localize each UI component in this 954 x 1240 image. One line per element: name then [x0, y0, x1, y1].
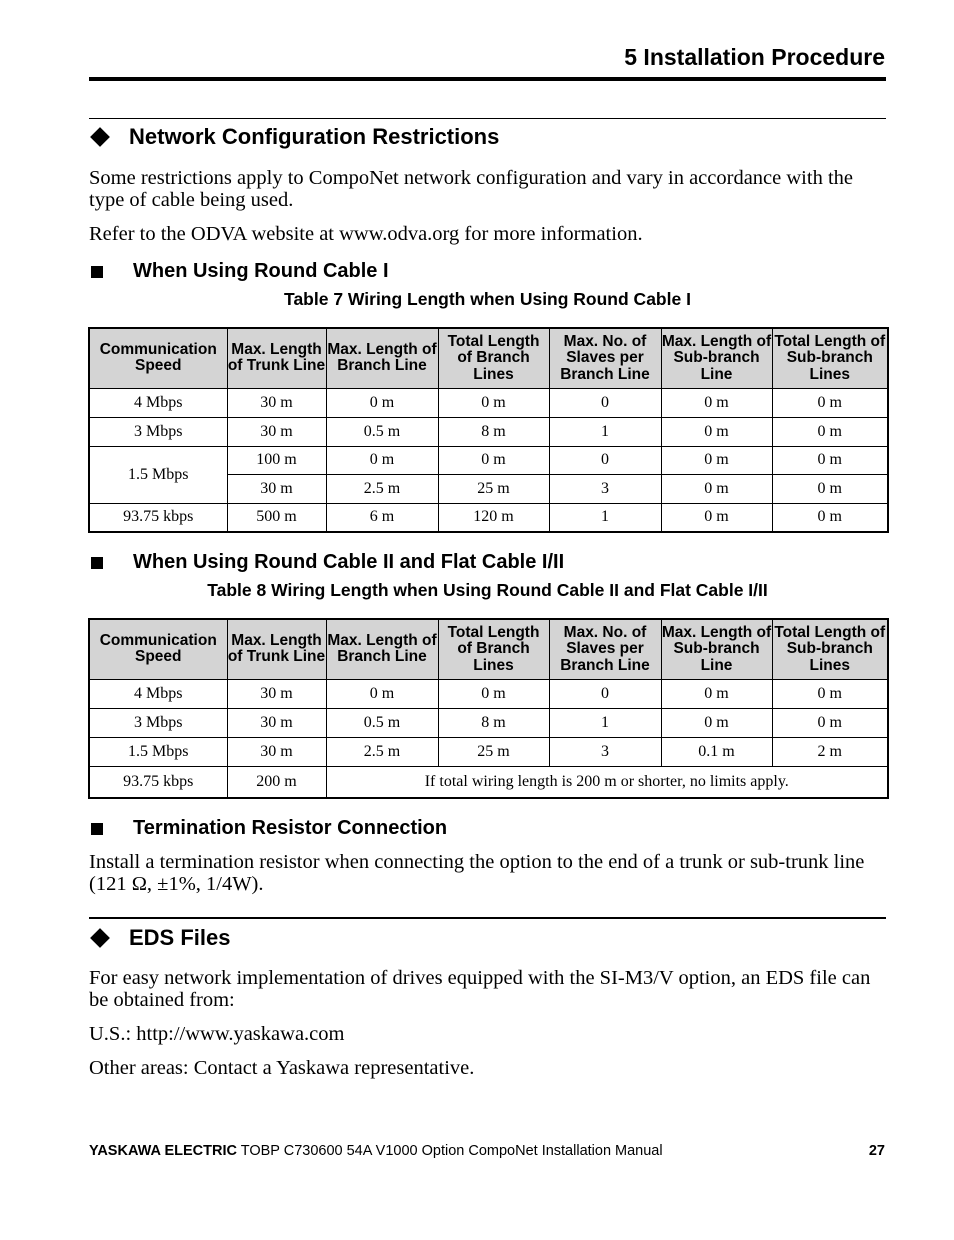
table-row [89, 708, 888, 737]
table-cell: 0 m [438, 679, 549, 708]
section-heading-network [89, 124, 499, 150]
footer-brand: YASKAWA ELECTRIC [89, 1143, 237, 1159]
table-cell: 0 m [772, 503, 888, 532]
table-cell: 500 m [227, 503, 326, 532]
paragraph: For easy network implementation of drives equipped with the SI-M3/V option, an EDS file can be obtained from: [89, 967, 871, 1011]
table-cell: 93.75 kbps [89, 503, 227, 532]
section-divider [89, 118, 886, 119]
table-cell: 0 m [661, 503, 772, 532]
table-cell: 2.5 m [326, 737, 438, 766]
table-row [89, 766, 888, 798]
table-cell: 3 Mbps [89, 417, 227, 446]
table-row [89, 417, 888, 446]
table-cell: 30 m [227, 417, 326, 446]
table-cell: 120 m [438, 503, 549, 532]
table-cell: 0 m [661, 679, 772, 708]
table-cell: 2 m [772, 737, 888, 766]
paragraph: Some restrictions apply to CompoNet network configuration and vary in accordance with the type of cable being used. [89, 167, 853, 211]
table-cell-merged: 1.5 Mbps [89, 446, 227, 503]
table-cell: 4 Mbps [89, 679, 227, 708]
table-caption: Table 7 Wiring Length when Using Round Cable I [284, 289, 691, 309]
table-cell: 200 m [227, 766, 326, 798]
table-cell: 0 m [772, 708, 888, 737]
section-heading-text: EDS Files [129, 925, 231, 950]
column-header: Max. Length of Branch Line [326, 328, 438, 388]
table-cell: 30 m [227, 474, 326, 503]
diamond-bullet-icon [90, 928, 110, 948]
table-cell: 25 m [438, 474, 549, 503]
table-cell: 93.75 kbps [89, 766, 227, 798]
table-cell: 8 m [438, 417, 549, 446]
table-cell: 1 [549, 708, 661, 737]
table-cell: 0 m [326, 388, 438, 417]
subsection-heading-round-cable-1 [89, 260, 389, 283]
column-header: Communication Speed [89, 328, 227, 388]
table-cell: 0 m [772, 446, 888, 474]
table-cell: 0 m [772, 388, 888, 417]
column-header: Total Length of Sub-branch Lines [772, 328, 888, 388]
table-cell: 3 [549, 737, 661, 766]
table-cell-note: If total wiring length is 200 m or shorter, no limits apply. [326, 766, 888, 798]
column-header: Communication Speed [89, 619, 227, 679]
table-cell: 0 [549, 446, 661, 474]
table-cell: 6 m [326, 503, 438, 532]
table-row [89, 737, 888, 766]
column-header: Max. Length of Branch Line [326, 619, 438, 679]
subsection-heading-text: When Using Round Cable II and Flat Cable I/II [133, 551, 565, 573]
table-cell: 25 m [438, 737, 549, 766]
subsection-heading-text: Termination Resistor Connection [133, 817, 448, 839]
table-row [89, 446, 888, 474]
column-header: Max. Length of Trunk Line [227, 619, 326, 679]
subsection-heading-text: When Using Round Cable I [133, 260, 389, 282]
table-cell: 30 m [227, 708, 326, 737]
table-row [89, 679, 888, 708]
table-cell: 30 m [227, 737, 326, 766]
table-7 [88, 327, 889, 533]
table-row [89, 503, 888, 532]
paragraph: Install a termination resistor when connecting the option to the end of a trunk or sub-trunk line (121 Ω, ±1%, 1/4W). [89, 851, 865, 895]
table-caption: Table 8 Wiring Length when Using Round Cable II and Flat Cable I/II [207, 580, 768, 600]
footer-doc-title: TOBP C730600 54A V1000 Option CompoNet Installation Manual [236, 1143, 663, 1159]
table-cell: 100 m [227, 446, 326, 474]
table-8 [88, 618, 889, 799]
paragraph: Refer to the ODVA website at www.odva.org for more information. [89, 223, 643, 245]
table-row [89, 388, 888, 417]
square-bullet-icon [91, 823, 103, 835]
table-cell: 0 m [772, 417, 888, 446]
table-cell: 30 m [227, 679, 326, 708]
table-cell: 0 [549, 388, 661, 417]
table-cell: 0 m [772, 474, 888, 503]
chapter-title: 5 Installation Procedure [624, 44, 885, 70]
table-header-row [89, 619, 888, 679]
table-cell: 3 Mbps [89, 708, 227, 737]
table-cell: 0 m [661, 708, 772, 737]
section-heading-text: Network Configuration Restrictions [129, 124, 500, 149]
table-cell: 0 m [326, 679, 438, 708]
table-cell: 0 [549, 679, 661, 708]
page-number: 27 [868, 1143, 885, 1159]
table-header-row [89, 328, 888, 388]
table-cell: 0 m [326, 446, 438, 474]
table-cell: 0 m [661, 388, 772, 417]
footer-doc-info [89, 1143, 663, 1159]
column-header: Total Length of Branch Lines [438, 619, 549, 679]
section-divider [89, 917, 886, 919]
table-cell: 0 m [772, 679, 888, 708]
column-header: Max. Length of Sub-branch Line [661, 619, 772, 679]
section-heading-eds [89, 925, 230, 951]
table-cell: 2.5 m [326, 474, 438, 503]
subsection-heading-termination [89, 817, 447, 840]
table-cell: 0 m [438, 388, 549, 417]
table-cell: 1 [549, 417, 661, 446]
column-header: Max. Length of Trunk Line [227, 328, 326, 388]
column-header: Max. Length of Sub-branch Line [661, 328, 772, 388]
table-cell: 0.1 m [661, 737, 772, 766]
table-cell: 0 m [438, 446, 549, 474]
square-bullet-icon [91, 266, 103, 278]
table-cell: 0.5 m [326, 708, 438, 737]
diamond-bullet-icon [90, 127, 110, 147]
table-cell: 0 m [661, 417, 772, 446]
table-cell: 8 m [438, 708, 549, 737]
column-header: Total Length of Sub-branch Lines [772, 619, 888, 679]
table-cell: 30 m [227, 388, 326, 417]
table-cell: 3 [549, 474, 661, 503]
column-header: Max. No. of Slaves per Branch Line [549, 619, 661, 679]
table-cell: 4 Mbps [89, 388, 227, 417]
paragraph: U.S.: http://www.yaskawa.com [89, 1023, 345, 1045]
table-cell: 1 [549, 503, 661, 532]
square-bullet-icon [91, 557, 103, 569]
table-cell: 1.5 Mbps [89, 737, 227, 766]
paragraph: Other areas: Contact a Yaskawa representative. [89, 1057, 475, 1079]
table-cell: 0.5 m [326, 417, 438, 446]
table-cell: 0 m [661, 474, 772, 503]
column-header: Total Length of Branch Lines [438, 328, 549, 388]
header-rule [89, 77, 886, 81]
subsection-heading-round-cable-2 [89, 551, 564, 574]
column-header: Max. No. of Slaves per Branch Line [549, 328, 661, 388]
table-cell: 0 m [661, 446, 772, 474]
